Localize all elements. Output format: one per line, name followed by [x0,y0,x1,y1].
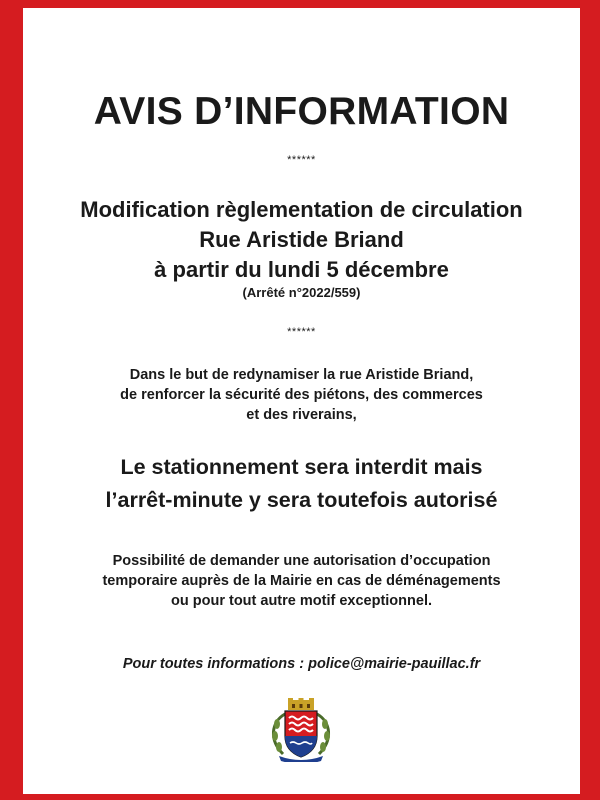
notice-intro [23,365,580,425]
intro-line: et des riverains, [246,407,357,423]
intro-line: de renforcer la sécurité des piétons, des commerces [120,387,483,403]
notice-subject [23,195,580,285]
separator-top: ****** [287,154,316,166]
town-coat-of-arms-icon [263,698,339,762]
separator-bottom: ****** [287,326,316,338]
authorization-line: ou pour tout autre motif exceptionnel. [171,593,432,609]
rule-line: Le stationnement sera interdit mais [120,455,483,479]
subject-line: Modification règlementation de circulation [80,197,523,222]
notice-title: AVIS D’INFORMATION [93,90,510,133]
subject-line: Rue Aristide Briand [199,227,404,252]
contact-info: Pour toutes informations : police@mairie-pauillac.fr [122,656,481,672]
arrete-reference: (Arrêté n°2022/559) [242,285,361,300]
notice-poster [23,8,580,794]
authorization-line: temporaire auprès de la Mairie en cas de déménagements [102,573,501,589]
authorization-info [23,551,580,611]
parking-rule [23,451,580,517]
authorization-line: Possibilité de demander une autorisation d’occupation [112,553,491,569]
intro-line: Dans le but de redynamiser la rue Aristide Briand, [129,367,474,383]
subject-line: à partir du lundi 5 décembre [154,257,449,282]
rule-line: l’arrêt-minute y sera toutefois autorisé [105,488,498,512]
